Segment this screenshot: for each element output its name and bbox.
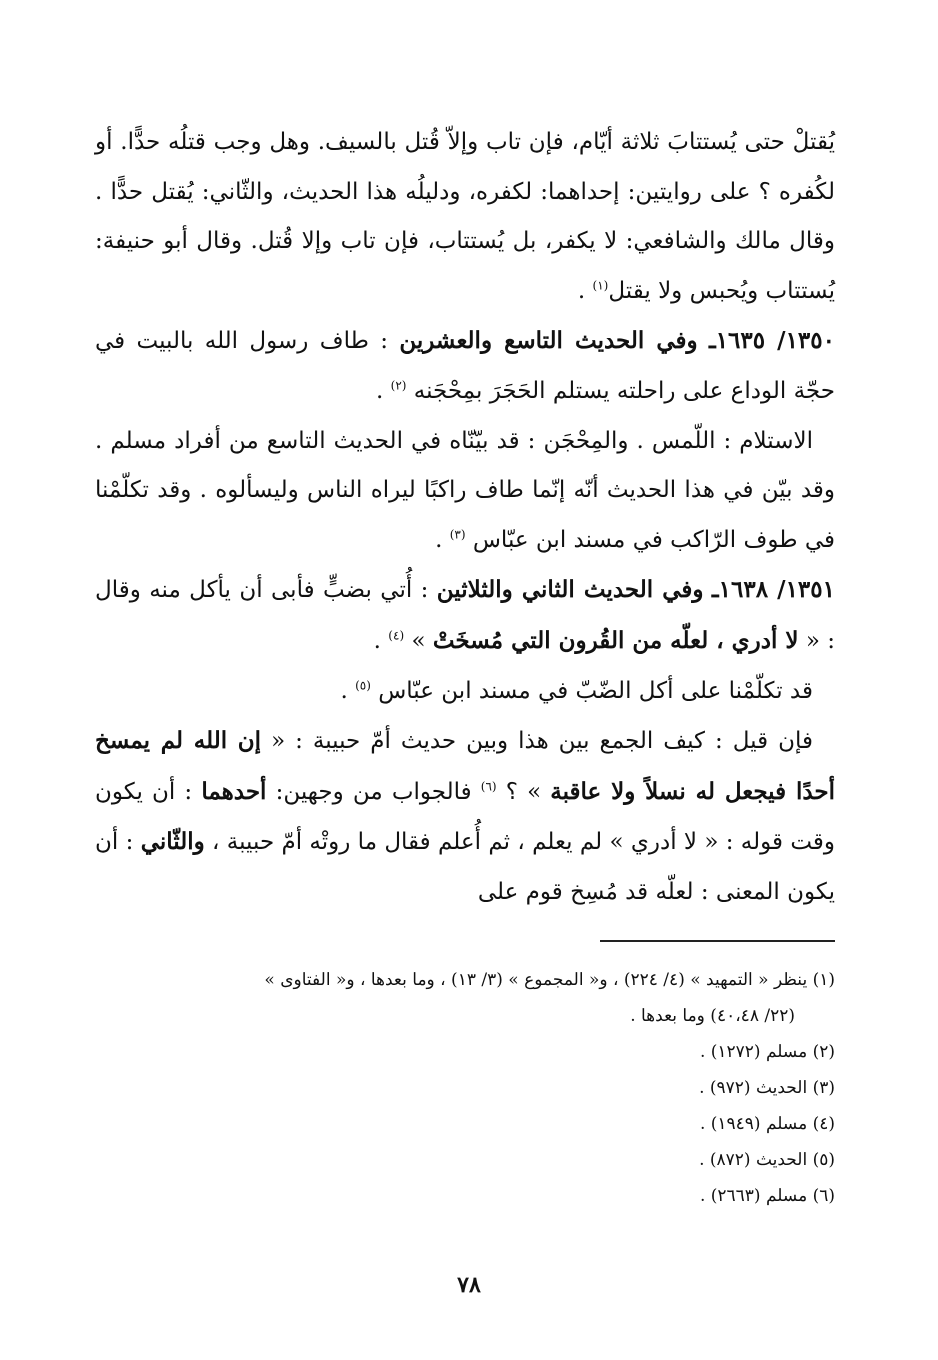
footnote-3: (٣) الحديث (٩٧٢) .: [699, 1078, 835, 1098]
paragraph-6-text-a: فإن قيل : كيف الجمع بين هذا وبين حديث أمّ حبيبة : «: [271, 728, 813, 755]
paragraph-5: [95, 667, 835, 717]
footnote-divider: [600, 940, 835, 942]
paragraph-6-text-b: » ؟: [505, 778, 542, 805]
paragraph-4-close: »: [411, 627, 426, 654]
paragraph-6-text-e: : أن يكون المعنى : لعلّه قد مُسِخ قوم على: [95, 829, 835, 905]
footnote-ref-5: (٥): [355, 677, 371, 692]
paragraph-4: [95, 565, 835, 666]
hadith-heading-32: وفي الحديث الثاني والثلاثين: [436, 576, 704, 604]
footnote-1-continued: (٢٢/ ٤٠،٤٨) وما بعدها .: [630, 1006, 795, 1026]
hadith-quote-2: إن الله لم يمسخ أحدًا فيجعل له نسلاً ولا عاقبة: [95, 727, 836, 805]
first-answer-label: أحدهما: [201, 777, 267, 805]
paragraph-6-text-c: فالجواب من وجهين:: [275, 778, 472, 805]
hadith-number-1350: ١٣٥٠/ ١٦٣٥ـ: [708, 327, 835, 355]
paragraph-1-end: .: [577, 277, 586, 304]
paragraph-4-text: : أُتي بضبٍّ فأبى أن يأكل منه وقال : «: [95, 577, 835, 654]
paragraph-2-end: .: [376, 377, 384, 404]
paragraph-2-text: : طاف رسول الله بالبيت في حجّة الوداع على راحلته يستلم الحَجَرَ بمِحْجَنه: [95, 328, 835, 404]
footnote-4: (٤) مسلم (١٩٤٩) .: [699, 1114, 835, 1134]
hadith-quote-1: لا أدري ، لعلّه من القُرون التي مُسخَتْ: [432, 626, 799, 654]
footnote-ref-2: (٢): [390, 378, 407, 393]
hadith-number-1351: ١٣٥١/ ١٦٣٨ـ: [711, 576, 835, 604]
paragraph-5-text: قد تكلّمْنا على أكل الضّبّ في مسند ابن عبّاس: [378, 677, 813, 704]
paragraph-3-text: الاستلام : اللّمس . والمِحْجَن : قد بيّنّاه في الحديث التاسع من أفراد مسلم . وقد بيّن في هذا الحديث أنّه إنّما طاف راكبًا ليراه الناس وليسألوه . وقد تكلّمْنا في طوف الرّاكب في مسند ابن عبّاس: [95, 427, 835, 553]
paragraph-1: [95, 118, 835, 316]
footnote-ref-3: (٣): [449, 527, 466, 542]
paragraph-5-end: .: [340, 677, 348, 704]
main-text: [95, 118, 835, 918]
second-answer-label: والثّاني: [140, 828, 205, 856]
hadith-heading-29: وفي الحديث التاسع والعشرين: [399, 327, 698, 355]
footnote-ref-6: (٦): [480, 779, 497, 794]
page-body: [95, 118, 835, 918]
paragraph-3: [95, 417, 835, 566]
footnote-ref-1: (١): [592, 278, 609, 293]
footnote-1: (١) ينظر « التمهيد » (٤/ ٢٢٤) ، و« المجموع » (٣/ ١٣) ، وما بعدها ، و« الفتاوى »: [264, 970, 835, 990]
footnote-ref-4: (٤): [388, 628, 405, 643]
footnotes: [95, 962, 835, 1214]
paragraph-4-end: .: [373, 627, 381, 654]
paragraph-2: [95, 316, 835, 416]
paragraph-1-text: يُقتلْ حتى يُستتابَ ثلاثة أيّام، فإن تاب وإلاّ قُتل بالسيف. وهل وجب قتلُه حدًّا. أو لكُفره ؟ على روايتين: إحداهما: لكفره، ودليلُه هذا الحديث، والثّاني: يُقتل حدًّا . وقال مالك والشافعي: لا يكفر، بل يُستتاب، فإن تاب وإلا قُتل. وقال أبو حنيفة: يُستتاب ويُحبس ولا يقتل: [95, 129, 835, 304]
footnote-2: (٢) مسلم (١٢٧٢) .: [699, 1042, 835, 1062]
footnote-5: (٥) الحديث (٨٧٢) .: [699, 1150, 835, 1170]
paragraph-6: [95, 716, 835, 917]
page-number: ٧٨: [457, 1272, 481, 1298]
paragraph-3-end: .: [435, 526, 443, 553]
footnote-6: (٦) مسلم (٢٦٦٣) .: [699, 1186, 835, 1206]
paragraph-6-text-d: : أن يكون وقت قوله : « لا أدري » لم يعلم ، ثم أُعلم فقال ما روتْه أمّ حبيبة ،: [95, 778, 836, 856]
